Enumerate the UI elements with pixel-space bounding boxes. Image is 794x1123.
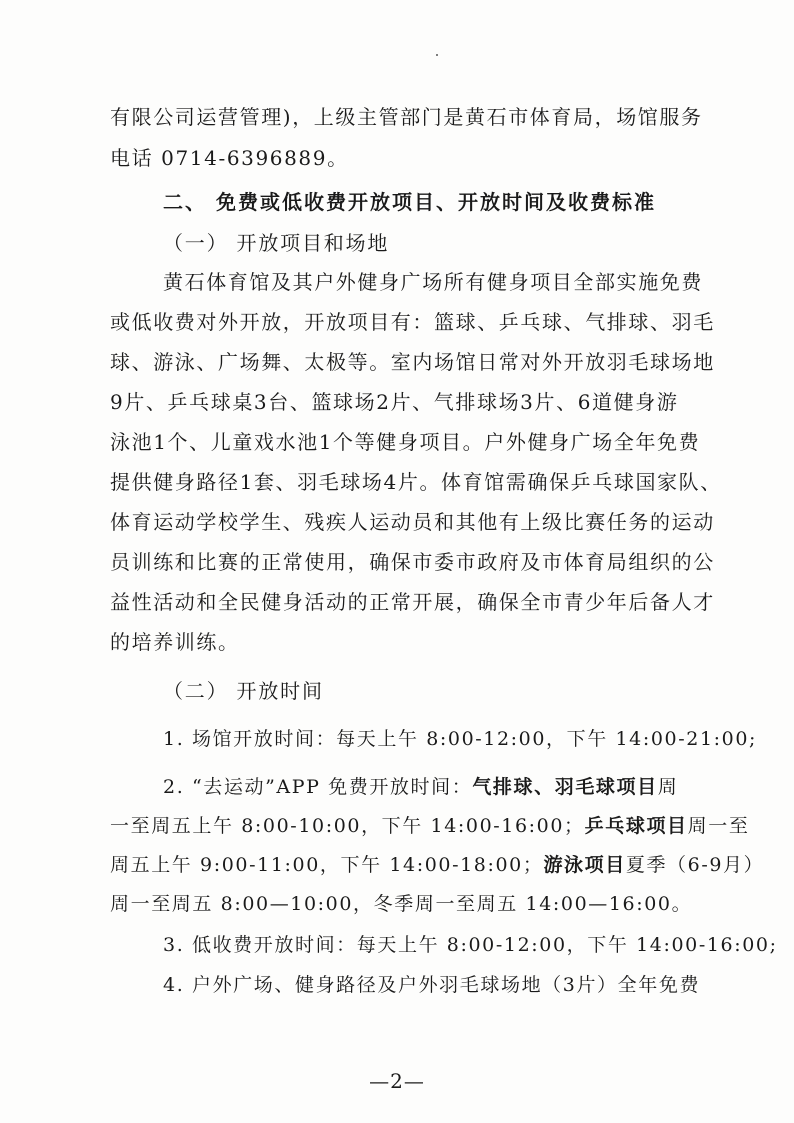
paragraph-line: 或低收费对外开放，开放项目有：篮球、乒乓球、气排球、羽毛 — [110, 310, 715, 334]
section-heading: 二、 免费或低收费开放项目、开放时间及收费标准 — [163, 190, 656, 214]
list-item-text: 周五上午 9:00-11:00，下午 14:00-18:00； — [110, 854, 544, 876]
list-item-2-line — [163, 773, 678, 801]
subsection-heading: （二） 开放时间 — [163, 679, 324, 703]
list-item-text: 周一至 — [687, 815, 750, 837]
list-item-text: 一至周五上午 8:00-10:00，下午 14:00-16:00； — [110, 815, 585, 837]
list-item-emphasis: 气排球、羽毛球项目 — [472, 776, 658, 798]
list-item-2-line — [110, 851, 764, 879]
list-item-2-line — [110, 812, 749, 840]
paragraph-line: 球、游泳、广场舞、太极等。室内场馆日常对外开放羽毛球场地 — [110, 350, 715, 374]
paragraph-line: 9片、乒乓球桌3台、篮球场2片、气排球场3片、6道健身游 — [110, 390, 679, 414]
paragraph-line: 益性活动和全民健身活动的正常开展，确保全市青少年后备人才 — [110, 590, 715, 614]
paragraph-line: 泳池1个、儿童戏水池1个等健身项目。户外健身广场全年免费 — [110, 430, 701, 454]
list-item-2-line: 周一至周五 8:00—10:00，冬季周一至周五 14:00—16:00。 — [110, 893, 693, 915]
list-item-1: 1. 场馆开放时间：每天上午 8:00-12:00，下午 14:00-21:00; — [163, 728, 758, 750]
paragraph-line: 有限公司运营管理)，上级主管部门是黄石市体育局，场馆服务 — [110, 105, 703, 129]
page-number: —2— — [369, 1069, 425, 1093]
list-item-text: 夏季（6-9月） — [625, 854, 765, 876]
list-item-text: 2. “去运动”APP 免费开放时间： — [163, 776, 473, 798]
paragraph-line: 提供健身路径1套、羽毛球场4片。体育馆需确保乒乓球国家队、 — [110, 470, 722, 494]
paragraph-line: 黄石体育馆及其户外健身广场所有健身项目全部实施免费 — [163, 270, 703, 294]
subsection-heading: （一） 开放项目和场地 — [163, 231, 390, 255]
paragraph-line: 的培养训练。 — [110, 630, 240, 654]
list-item-4: 4. 户外广场、健身路径及户外羽毛球场地（3片）全年免费 — [163, 974, 701, 996]
list-item-3: 3. 低收费开放时间：每天上午 8:00-12:00，下午 14:00-16:00; — [163, 934, 778, 956]
paragraph-line: 电话 0714-6396889。 — [110, 146, 349, 170]
list-item-emphasis: 乒乓球项目 — [584, 815, 688, 837]
list-item-text: 周 — [657, 776, 679, 798]
paragraph-line: 员训练和比赛的正常使用，确保市委市政府及市体育局组织的公 — [110, 550, 715, 574]
paragraph-line: 体育运动学校学生、残疾人运动员和其他有上级比赛任务的运动 — [110, 510, 715, 534]
list-item-emphasis: 游泳项目 — [543, 854, 626, 876]
scan-speck — [436, 54, 438, 56]
